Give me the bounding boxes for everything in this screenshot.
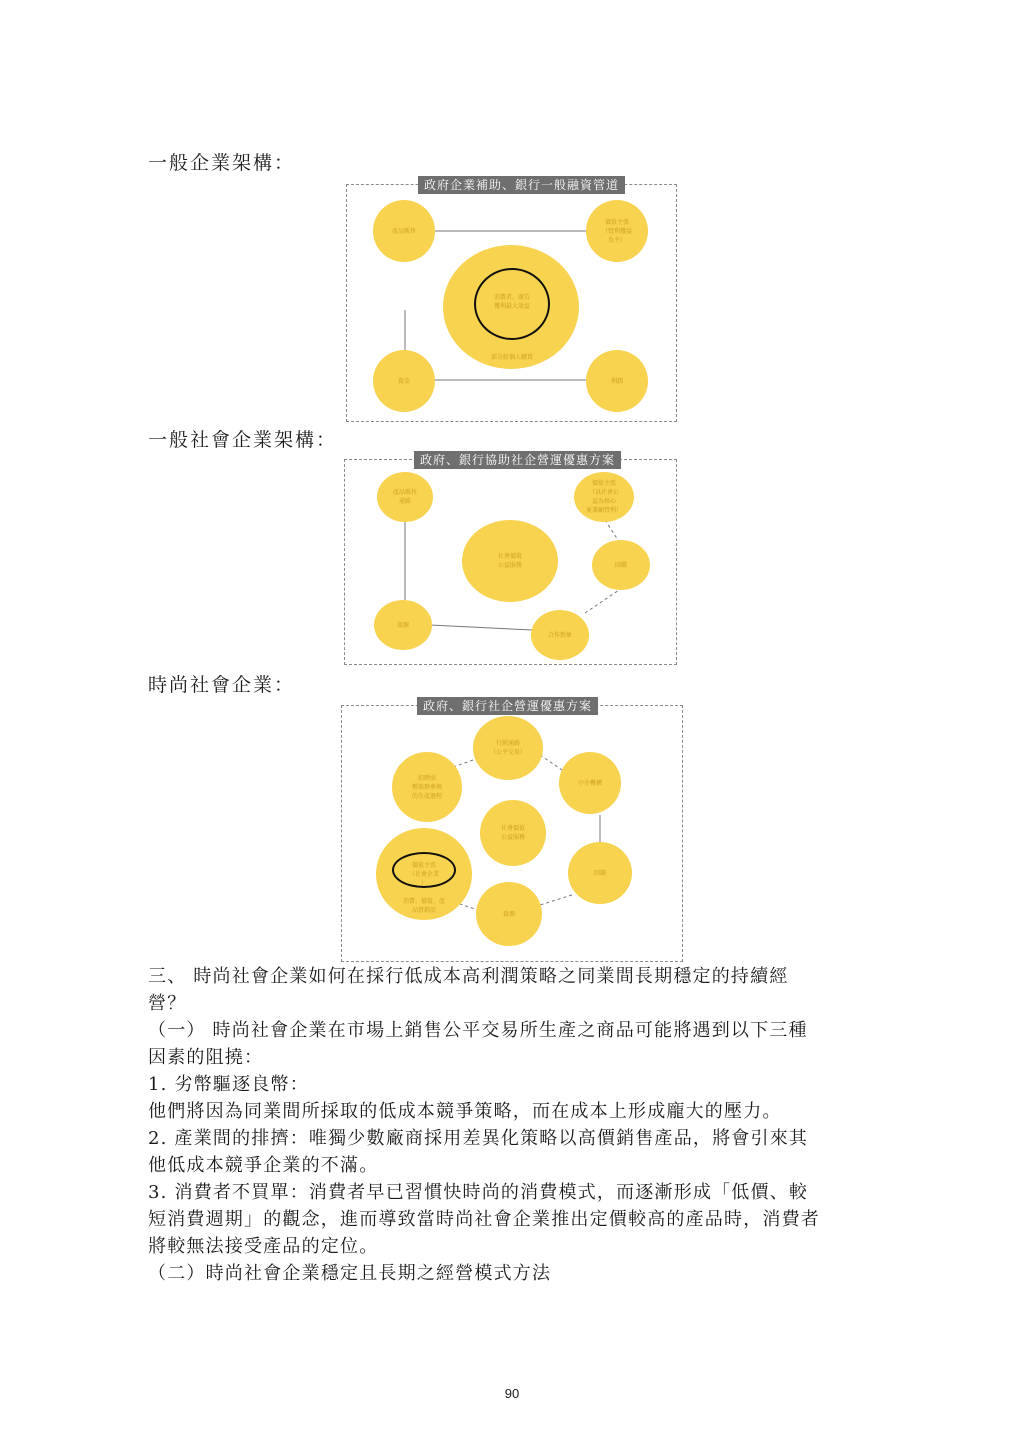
node-consumer-label: 消費者、廣告 獲利最大效益 [493,294,530,310]
node-value-proposition: 價值主張 （以社會公 益為核心 並兼顧營利） [574,472,634,522]
node-consumption-label: 消費、價值、產 品營銷活 [402,898,445,914]
text-line: 2. 產業間的排擠：唯獨少數廠商採用差異化策略以高價銷售產品，將會引來其 [148,1128,809,1149]
heading-fashion-social-enterprise: 時尚社會企業： [148,674,296,696]
text-line: （一） 時尚社會企業在市場上銷售公平交易所生產之商品可能將遇到以下三種 [148,1020,808,1041]
node-value-proposition: 價值主張 （營利獲益 為主） [586,200,648,262]
text-line: 將較無法接受產品的定位。 [148,1236,379,1257]
text-line: 他們將因為同業間所採取的低成本競爭策略，而在成本上形成龐大的壓力。 [148,1101,782,1122]
text-line: 3. 消費者不買單：消費者早已習慣快時尚的消費模式，而逐漸形成「低價、較 [148,1182,809,1203]
body-text [148,963,888,1287]
text-line: 1. 劣幣驅逐良幣： [148,1074,309,1095]
text-line: （二）時尚社會企業穩定且長期之經營模式方法 [148,1263,552,1284]
node-disadvantaged-hiring: 招聘弱 勢族群參與 的生產過程 [392,752,462,822]
node-capital: 資金 [373,350,435,412]
diagram-banner: 政府企業補助、銀行一般融資管道 [418,176,625,194]
node-feedback: 回饋 [592,540,650,590]
text-line: 短消費週期」的觀念，進而導致當時尚社會企業推出定價較高的產品時，消費者 [148,1209,820,1230]
node-individual-purchase: 部分給個人購買 [490,354,533,361]
node-marketing-channel: 行銷通路 （公平交易） [473,716,543,780]
node-intermediary: 中介機構 [559,752,621,814]
text-line: 他低成本競爭企業的不滿。 [148,1155,379,1176]
text-line: 三、 時尚社會企業如何在採行低成本高利潤策略之同業間長期穩定的持續經 [148,966,789,987]
text-line: 因素的阻撓： [148,1047,264,1068]
heading-social-enterprise: 一般社會企業架構： [148,429,338,451]
node-resources: 資源 [476,882,542,946]
heading-general-enterprise: 一般企業架構： [148,152,296,174]
node-partners: 合作對象 [531,610,589,660]
node-profit: 利潤 [586,350,648,412]
node-resources: 資源 [374,600,432,650]
diagram-banner: 政府、銀行協助社企營運優惠方案 [414,451,621,469]
node-value-proposition-label: 價值主張 （社會企業 ） [408,862,439,887]
node-feedback: 回饋 [568,842,632,904]
page-number: 90 [504,1386,520,1401]
node-product-sales: 產品販售 [373,200,435,262]
node-social-value: 社會價值 公益服務 [480,800,546,866]
node-social-value: 社會價值 公益服務 [462,520,558,602]
diagram-banner: 政府、銀行社企營運優惠方案 [417,697,598,715]
text-line: 營？ [148,993,187,1014]
node-sales-channel: 產品販售 通路 [377,472,433,522]
